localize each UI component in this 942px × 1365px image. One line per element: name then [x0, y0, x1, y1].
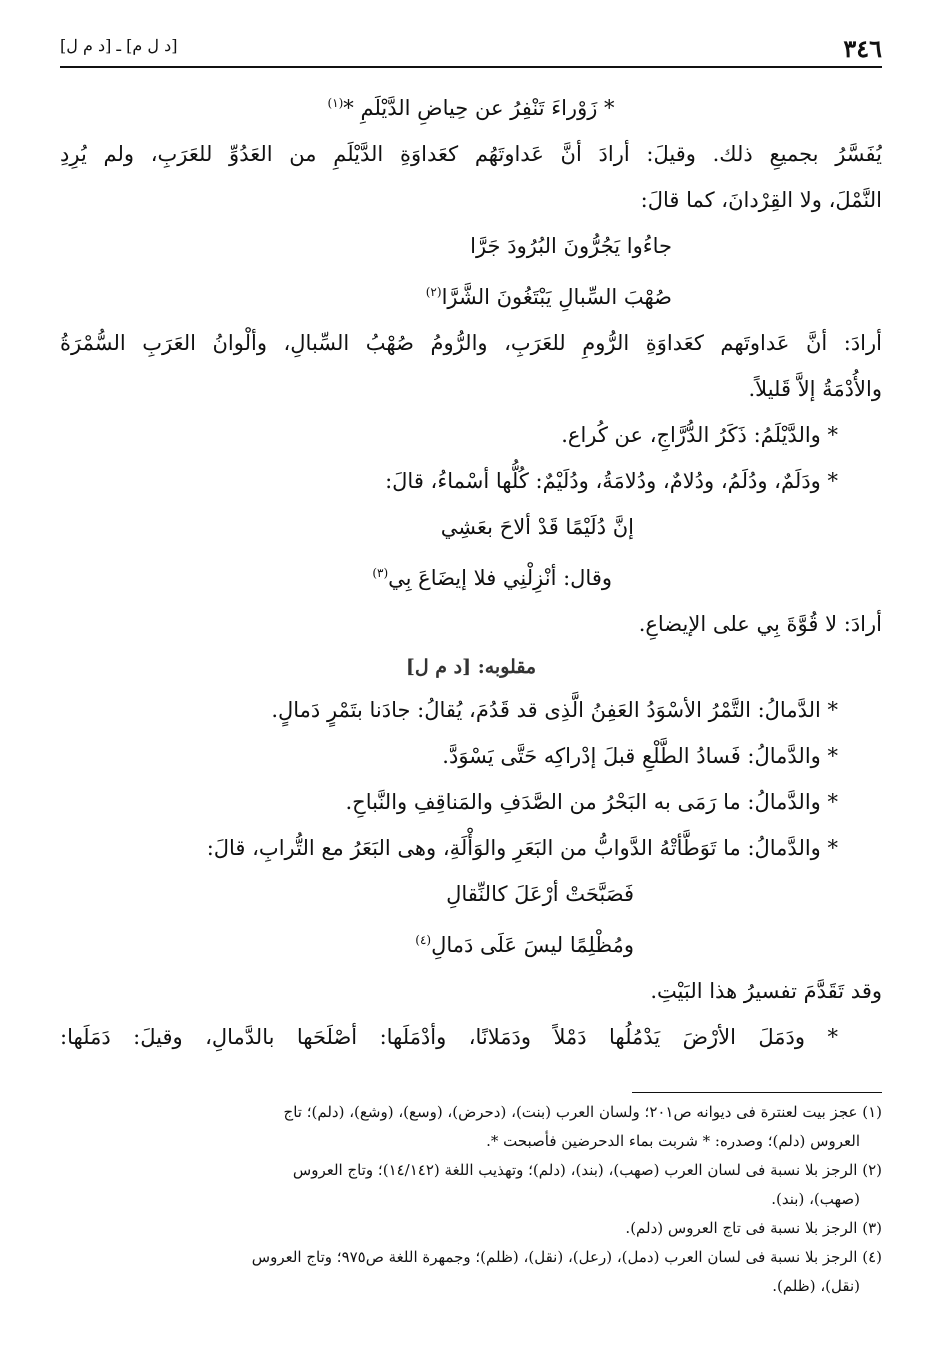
footnote-ref: (٤)	[415, 933, 432, 947]
verse-line: وقال: أنْزِلْنِي فلا إيضَاعَ بِي$^{(٣)}$	[372, 566, 612, 590]
footnote-2-cont: (صهب)، (بند).	[771, 1190, 860, 1208]
text-line: النَّمْلَ، ولا القِرْدانَ، كما قالَ:	[640, 188, 882, 212]
entry-line: * والدَّمالُ: ما رَمَى به البَحْرُ من الصَّدَفِ والمَناقِفِ والنَّباحِ.	[345, 790, 838, 814]
section-subheading: مقلوبه: [د م ل]	[405, 656, 537, 678]
entry-line: * ودَمَلَ الأرْضَ يَدْمُلُها دَمْلاً ودَمَلانًا، وأدْمَلَها: أصْلَحَها بالدَّمالِ، وقيلَ: دَمَلَها:	[60, 1025, 838, 1049]
footnote-ref: (٣)	[372, 566, 389, 580]
footnote-ref: (١)	[327, 96, 344, 110]
page-header	[60, 30, 882, 66]
footnote-4-cont: (نقل)، (ظلم).	[772, 1277, 860, 1295]
text-line: يُفَسَّرُ بجميعِ ذلك. وقيلَ: أرادَ أنَّ عَداوتَهُم كعَداوَةِ الدَّيْلَمِ من العَدُوِّ للعَرَبِ، ولم يُرِدِ	[60, 142, 882, 166]
entry-line: * ودَلَمٌ، ودُلَمُ، ودُلامٌ، ودُلامَةُ، ودُلَيْمٌ: كُلُّها أسْماءُ، قالَ:	[385, 469, 838, 493]
verse-line: جاءُوا يَجُرُّونَ البُرُودَ جَرَّا	[470, 234, 672, 258]
text-line: وقد تَقَدَّمَ تفسيرُ هذا البَيْتِ.	[650, 979, 882, 1003]
footnote-ref: (٢)	[425, 285, 442, 299]
footnote-3: (٣) الرجز بلا نسبة فى تاج العروس (دلم).	[625, 1219, 882, 1237]
footnote-1: (١) عجز بيت لعنترة فى ديوانه ص٢٠١؛ ولسان العرب (بنت)، (دحرض)، (وسع)، (وشع)، (دلم)؛ تاج	[283, 1103, 882, 1121]
text-line: أرادَ: لا قُوَّةَ بِي على الإيضاعِ.	[638, 612, 882, 636]
header-rule	[60, 66, 882, 68]
entry-line: * والدَّمالُ: ما تَوَطَّأتْهُ الدَّوابُّ من البَعَرِ والوَأْلَةِ، وهى البَعَرُ مع التُّرابِ، قالَ:	[206, 836, 838, 860]
verse-line: * زَوْراءَ تَنْفِرُ عن حِياضِ الدَّيْلَمِ *$^{(١)}$	[327, 96, 615, 120]
verse-line: صُهْبَ السِّبالِ يَبْتَغُونَ الشَّرَّا$^{(٢)}$	[425, 285, 672, 309]
text-line: والأُدْمَةُ إلاَّ قَليلاً.	[748, 377, 882, 401]
page-number: ٣٤٦	[843, 34, 882, 63]
text-line: أرادَ: أنَّ عَداوتَهم كعَداوَةِ الرُّومِ للعَرَبِ، والرُّومُ صُهْبُ السِّبالِ، وألْوانُ العَرَبِ السُّمْرَةُ	[60, 331, 882, 355]
verse-line: فَصَبَّحَتْ أرْعَلَ كالنِّقالِ	[446, 882, 634, 906]
footnote-2: (٢) الرجز بلا نسبة فى لسان العرب (صهب)، (بند)، (دلم)؛ وتهذيب اللغة (١٤/١٤٢)؛ وتاج العروس	[292, 1161, 882, 1179]
main-text	[60, 80, 882, 1060]
footnotes	[60, 1098, 882, 1301]
entry-line: * والدَّمالُ: فَسادُ الطَّلْعِ قبلَ إدْراكِه حَتَّى يَسْوَدَّ.	[442, 744, 838, 768]
running-head: [د ل م] ـ [د م ل]	[60, 36, 178, 55]
footnote-4: (٤) الرجز بلا نسبة فى لسان العرب (دمل)، (رعل)، (نقل)، (ظلم)؛ وجمهرة اللغة ص٩٧٥؛ وتاج العروس	[251, 1248, 882, 1266]
footnote-1-cont: العروس (دلم)؛ وصدره: * شربت بماء الدحرضين فأصبحت *.	[486, 1132, 860, 1150]
verse-line: إنَّ دُلَيْمًا قَدْ ألاحَ بعَشِي	[440, 515, 634, 539]
footnote-rule	[632, 1092, 882, 1093]
verse-line: ومُظْلِمًا ليسَ عَلَى دَمالِ$^{(٤)}$	[415, 933, 634, 957]
entry-line: * والدَّيْلَمُ: ذَكَرُ الدُّرَّاجِ، عن كُراع.	[561, 423, 838, 447]
entry-line: * الدَّمالُ: التَّمْرُ الأسْوَدُ العَفِنُ الَّذِى قد قَدُمَ، يُقالُ: جادَنا بتَمْرٍ دَمالٍ.	[271, 698, 838, 722]
